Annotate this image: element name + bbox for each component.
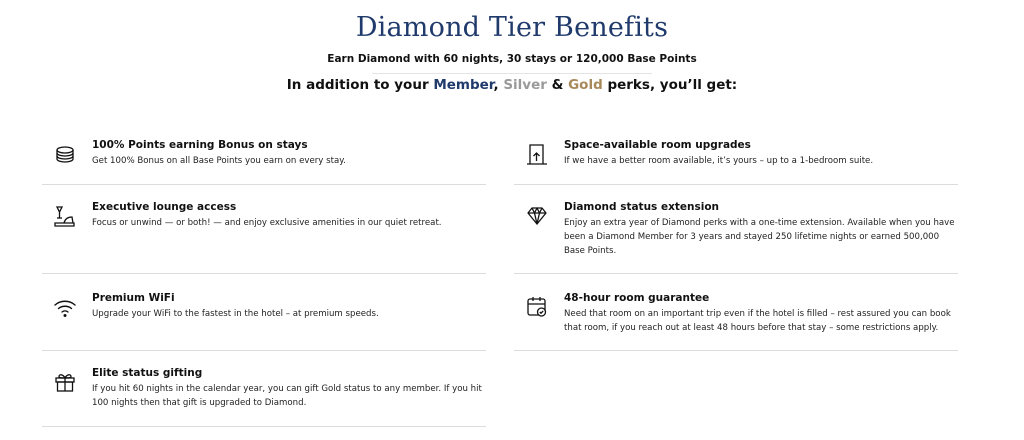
benefit-lounge-access bbox=[42, 201, 486, 241]
perks-suffix: perks, you’ll get: bbox=[602, 77, 738, 93]
diamond-icon bbox=[524, 203, 550, 229]
perks-gold: Gold bbox=[568, 77, 603, 93]
benefit-points-bonus bbox=[42, 139, 486, 179]
row-divider bbox=[42, 426, 486, 427]
benefit-title: Premium WiFi bbox=[92, 292, 175, 304]
benefit-description: If you hit 60 nights in the calendar year, you can gift Gold status to any member. If you hit 100 nights then that gift is upgraded to Diamond. bbox=[92, 384, 482, 408]
benefit-description: Need that room on an important trip even if the hotel is filled – rest assured you can book that room, if you reach out at least 48 hours before that stay – some restrictions apply. bbox=[564, 309, 951, 333]
benefit-status-extension bbox=[514, 201, 958, 261]
row-divider bbox=[514, 350, 958, 351]
wifi-icon bbox=[52, 294, 78, 320]
benefit-description: Get 100% Bonus on all Base Points you earn on every stay. bbox=[92, 156, 346, 166]
row-divider bbox=[514, 273, 958, 274]
row-divider bbox=[42, 184, 486, 185]
perks-comma: , bbox=[493, 77, 504, 93]
lounge-glass-icon bbox=[52, 203, 78, 229]
benefit-title: 100% Points earning Bonus on stays bbox=[92, 139, 308, 151]
benefit-title: Space-available room upgrades bbox=[564, 139, 751, 151]
perks-amp: & bbox=[546, 77, 569, 93]
benefit-premium-wifi bbox=[42, 292, 486, 332]
door-upgrade-icon bbox=[524, 141, 550, 167]
page-subtitle: Earn Diamond with 60 nights, 30 stays or 120,000 Base Points bbox=[327, 53, 697, 65]
benefit-title: Elite status gifting bbox=[92, 367, 203, 379]
row-divider bbox=[514, 184, 958, 185]
benefit-room-guarantee bbox=[514, 292, 958, 342]
calendar-check-icon bbox=[524, 294, 550, 320]
benefit-status-gifting bbox=[42, 367, 486, 417]
header-divider bbox=[372, 73, 652, 74]
benefit-room-upgrades bbox=[514, 139, 958, 179]
perks-member: Member bbox=[433, 77, 494, 93]
perks-silver: Silver bbox=[503, 77, 547, 93]
benefit-description: Upgrade your WiFi to the fastest in the hotel – at premium speeds. bbox=[92, 309, 379, 319]
perks-prefix: In addition to your bbox=[286, 77, 434, 93]
benefit-title: Diamond status extension bbox=[564, 201, 720, 213]
benefit-description: If we have a better room available, it’s yours – up to a 1-bedroom suite. bbox=[564, 156, 874, 166]
gift-icon bbox=[52, 369, 78, 395]
page-title: Diamond Tier Benefits bbox=[355, 12, 669, 43]
benefit-description: Focus or unwind — or both! — and enjoy exclusive amenities in our quiet retreat. bbox=[92, 218, 442, 228]
perks-heading bbox=[0, 77, 1024, 93]
benefit-title: Executive lounge access bbox=[92, 201, 237, 213]
benefit-description: Enjoy an extra year of Diamond perks with a one-time extension. Available when you have been a Diamond Member for 3 years and stayed 250 lifetime nights or earned 500,000 Base Points. bbox=[564, 218, 955, 256]
row-divider bbox=[42, 273, 486, 274]
coins-icon bbox=[52, 141, 78, 167]
row-divider bbox=[42, 350, 486, 351]
benefit-title: 48-hour room guarantee bbox=[564, 292, 710, 304]
